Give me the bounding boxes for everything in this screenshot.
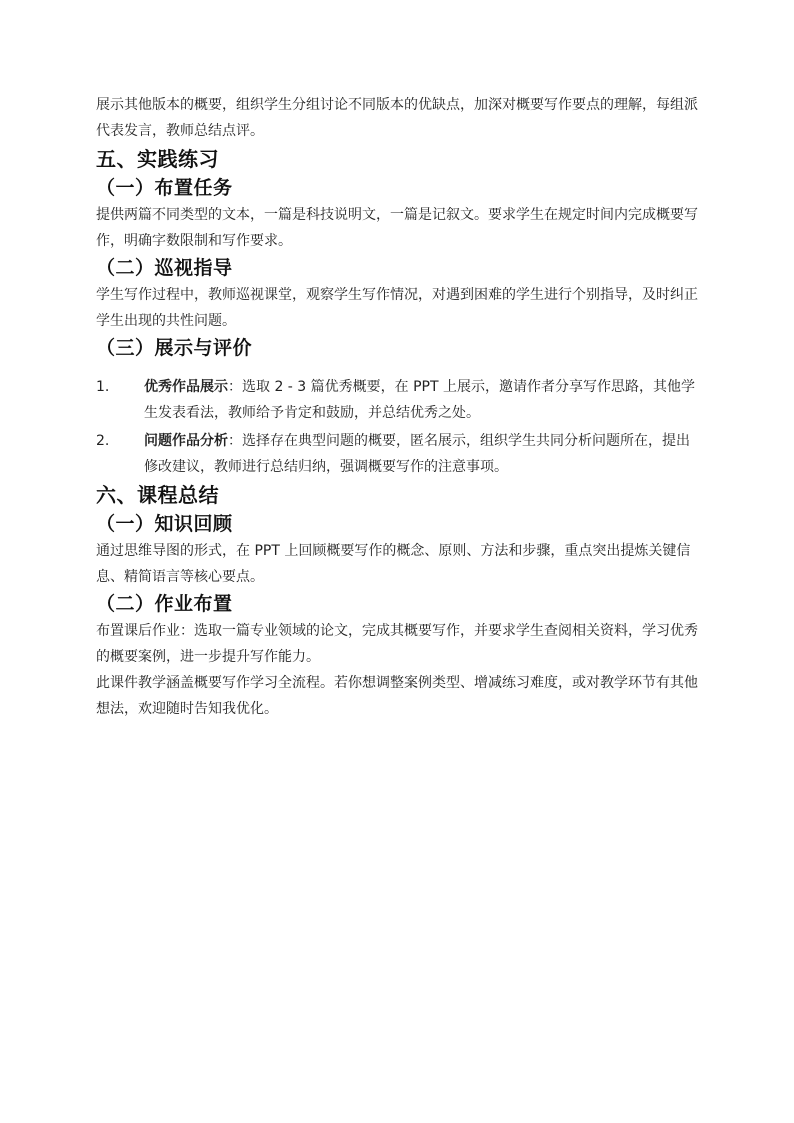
numbered-list [96, 374, 700, 480]
list-number: 2. [96, 433, 110, 449]
list-item-lead: 优秀作品展示 [144, 379, 228, 395]
list-item-lead: 问题作品分析 [144, 433, 228, 449]
list-item-text: ：选取 2 - 3 篇优秀概要，在 PPT 上展示，邀请作者分享写作思路，其他学生发表看法，教师给予肯定和鼓励，并总结优秀之处。 [144, 379, 696, 421]
closing-paragraph: 此课件教学涵盖概要写作学习全流程。若你想调整案例类型、增减练习难度，或对教学环节有其他想法，欢迎随时告知我优化。 [96, 675, 698, 717]
list-number: 1. [96, 379, 110, 395]
subheading-homework: （二）作业布置 [96, 593, 233, 615]
list-item-text: ：选择存在典型问题的概要，匿名展示，组织学生共同分析问题所在，提出修改建议，教师进行总结归纳，强调概要写作的注意事项。 [144, 433, 690, 475]
subheading-display-evaluation: （三）展示与评价 [96, 337, 253, 359]
subheading-knowledge-review: （一）知识回顾 [96, 513, 233, 535]
list-item [96, 428, 700, 480]
section-heading-summary: 六、课程总结 [96, 483, 219, 507]
section-heading-practice: 五、实践练习 [96, 147, 219, 171]
intro-paragraph: 展示其他版本的概要，组织学生分组讨论不同版本的优缺点，加深对概要写作要点的理解，每组派代表发言，教师总结点评。 [96, 97, 698, 139]
paragraph-knowledge-review: 通过思维导图的形式，在 PPT 上回顾概要写作的概念、原则、方法和步骤，重点突出提炼关键信息、精简语言等核心要点。 [96, 543, 691, 585]
document-page [96, 92, 700, 722]
subheading-patrol-guidance: （二）巡视指导 [96, 257, 233, 279]
subheading-assign-task: （一）布置任务 [96, 177, 233, 199]
paragraph-homework: 布置课后作业：选取一篇专业领域的论文，完成其概要写作，并要求学生查阅相关资料，学习优秀的概要案例，进一步提升写作能力。 [96, 623, 698, 665]
paragraph-assign-task: 提供两篇不同类型的文本，一篇是科技说明文，一篇是记叙文。要求学生在规定时间内完成概要写作，明确字数限制和写作要求。 [96, 207, 698, 249]
paragraph-patrol-guidance: 学生写作过程中，教师巡视课堂，观察学生写作情况，对遇到困难的学生进行个别指导，及时纠正学生出现的共性问题。 [96, 287, 698, 329]
list-item [96, 374, 700, 426]
